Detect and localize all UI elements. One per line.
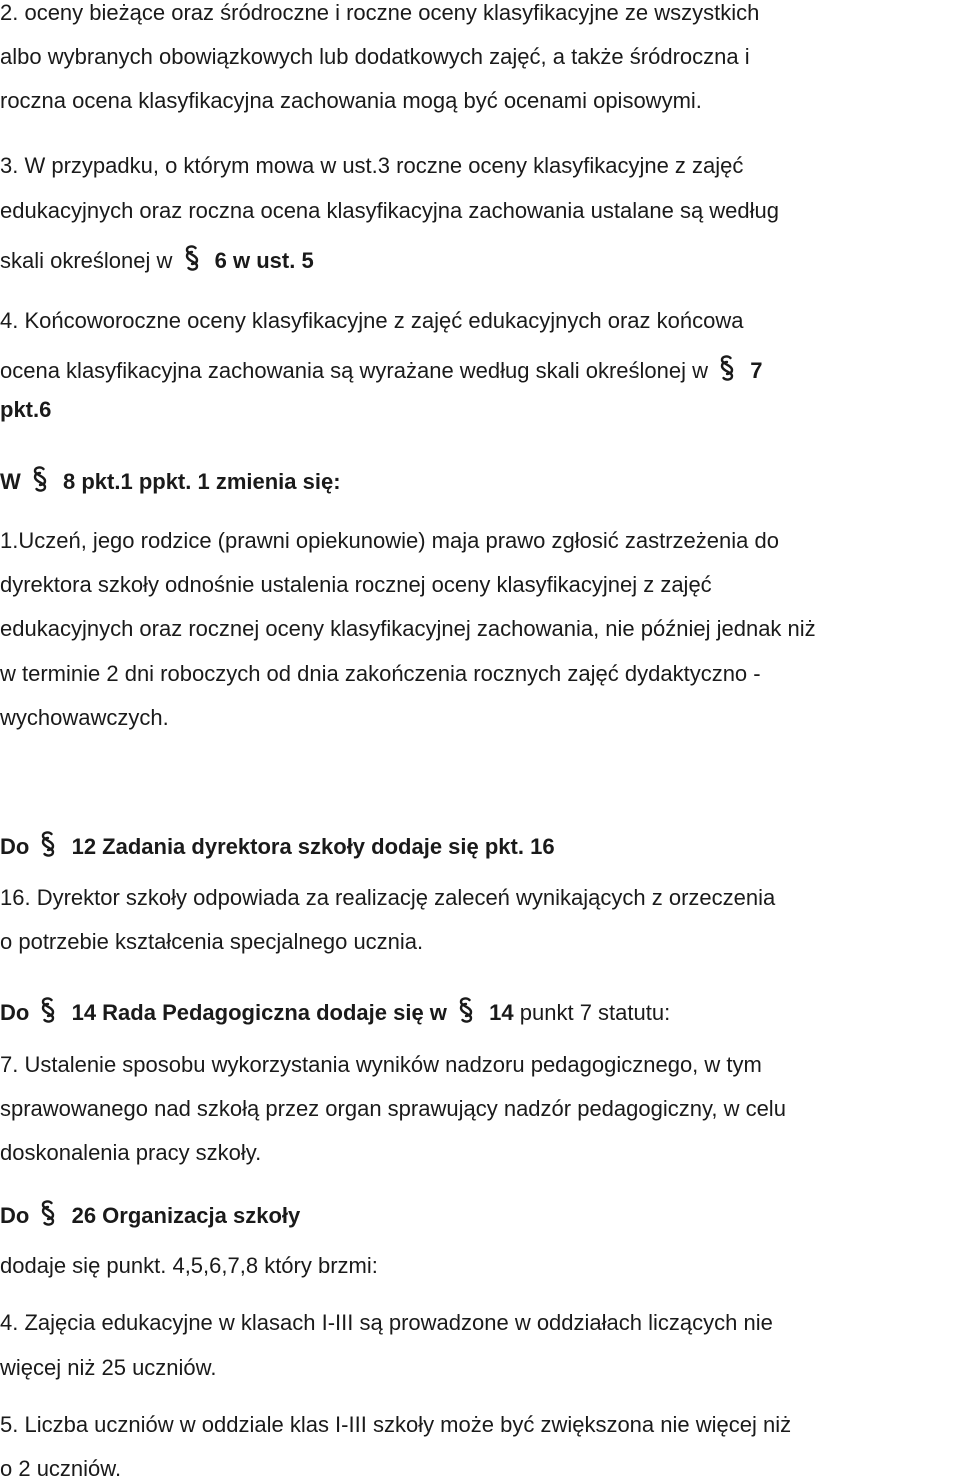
amend-12-heading (0, 830, 555, 858)
item1-new-line4: w terminie 2 dni roboczych od dnia zakończenia rocznych zajęć dydaktyczno - (0, 661, 761, 686)
add-points-line: dodaje się punkt. 4,5,6,7,8 który brzmi: (0, 1253, 378, 1278)
item4-ref: 7 (750, 358, 763, 383)
item4-new-line1: 4. Zajęcia edukacyjne w klasach I-III są prowadzone w oddziałach liczących nie (0, 1310, 773, 1335)
amend-14-suffix: punkt 7 statutu: (519, 1000, 671, 1025)
item7-line2: sprawowanego nad szkołą przez organ sprawujący nadzór pedagogiczny, w celu (0, 1096, 786, 1121)
amend-26-ref: 26 Organizacja szkoły (71, 1203, 301, 1228)
item4-new-line2: więcej niż 25 uczniów. (0, 1355, 217, 1380)
amend-14-ref2: 14 (489, 1000, 514, 1025)
item3-line3-text: skali określonej w (0, 248, 173, 273)
section-sign-icon (39, 830, 59, 858)
amend-14-prefix: Do (0, 1000, 30, 1025)
amend-8-prefix: W (0, 469, 21, 494)
section-sign-icon (718, 354, 738, 382)
amend-12-prefix: Do (0, 834, 30, 859)
item2-line3: roczna ocena klasyfikacyjna zachowania mogą być ocenami opisowymi. (0, 88, 702, 113)
section-sign-icon (39, 1199, 59, 1227)
item4-line2-text: ocena klasyfikacyjna zachowania są wyrażane według skali określonej w (0, 358, 709, 383)
item3-ref: 6 w ust. 5 (214, 248, 314, 273)
section-sign-icon (31, 465, 51, 493)
item7-line3: doskonalenia pracy szkoły. (0, 1140, 262, 1165)
item4-line3: pkt.6 (0, 397, 52, 422)
item7-line1: 7. Ustalenie sposobu wykorzystania wyników nadzoru pedagogicznego, w tym (0, 1052, 762, 1077)
item4-line1: 4. Końcoworoczne oceny klasyfikacyjne z zajęć edukacyjnych oraz końcowa (0, 308, 744, 333)
item1-new-line1: 1.Uczeń, jego rodzice (prawni opiekunowie) maja prawo zgłosić zastrzeżenia do (0, 528, 779, 553)
item3-line3 (0, 244, 314, 272)
item1-new-line5: wychowawczych. (0, 705, 169, 730)
amend-12-ref: 12 Zadania dyrektora szkoły dodaje się pkt. 16 (71, 834, 555, 859)
item16-line2: o potrzebie kształcenia specjalnego ucznia. (0, 929, 424, 954)
item3-line1: 3. W przypadku, o którym mowa w ust.3 roczne oceny klasyfikacyjne z zajęć (0, 153, 744, 178)
amend-8-ref: 8 pkt.1 ppkt. 1 zmienia się: (63, 469, 341, 494)
amend-26-prefix: Do (0, 1203, 30, 1228)
item3-line2: edukacyjnych oraz roczna ocena klasyfikacyjna zachowania ustalane są według (0, 198, 780, 223)
section-sign-icon (39, 996, 59, 1024)
section-sign-icon (457, 996, 477, 1024)
section-sign-icon (183, 244, 203, 272)
item16-line1: 16. Dyrektor szkoły odpowiada za realizację zaleceń wynikających z orzeczenia (0, 885, 776, 910)
item4-line2 (0, 354, 763, 382)
amend-14-ref1: 14 Rada Pedagogiczna dodaje się w (71, 1000, 447, 1025)
item1-new-line2: dyrektora szkoły odnośnie ustalenia rocznej oceny klasyfikacyjnej z zajęć (0, 572, 712, 597)
item5-new-line2: o 2 uczniów. (0, 1456, 122, 1481)
item1-new-line3: edukacyjnych oraz rocznej oceny klasyfikacyjnej zachowania, nie później jednak niż (0, 616, 816, 641)
item2-line2: albo wybranych obowiązkowych lub dodatkowych zajęć, a także śródroczna i (0, 44, 750, 69)
amend-8-heading (0, 465, 341, 493)
amend-26-heading (0, 1199, 300, 1227)
item5-new-line1: 5. Liczba uczniów w oddziale klas I-III szkoły może być zwiększona nie więcej niż (0, 1412, 792, 1437)
amend-14-heading (0, 996, 670, 1024)
item2-line1: 2. oceny bieżące oraz śródroczne i roczne oceny klasyfikacyjne ze wszystkich (0, 0, 760, 25)
